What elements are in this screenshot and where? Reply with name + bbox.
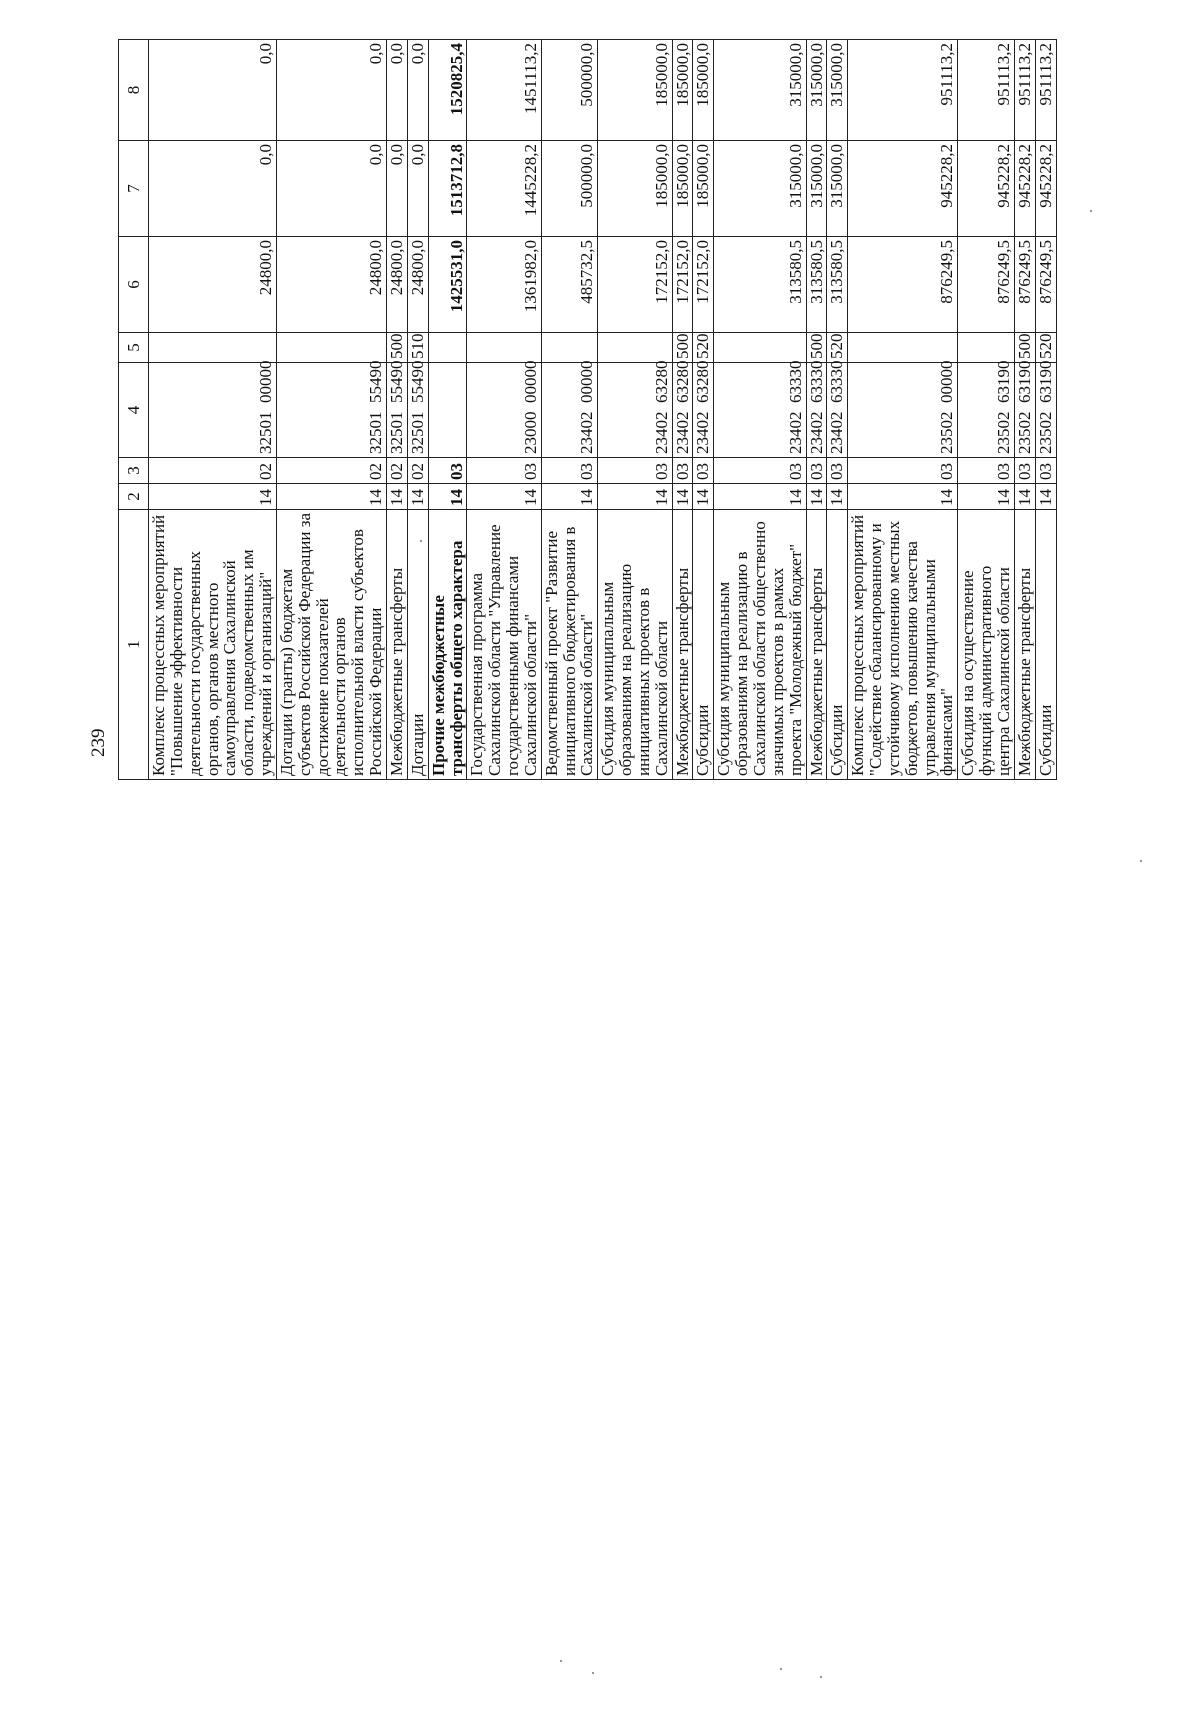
row-value-col7: 945228,2 [1014,141,1035,237]
scan-speck [560,1660,562,1662]
row-value-col8: 500000,0 [541,40,598,141]
row-name: Дотации [407,510,428,780]
scan-speck [1140,860,1142,862]
row-name: Комплекс процессных мероприятий "Повышение эффективности деятельности государственных органов, органов местного самоуправления Сахалинской области, подведомственных им учреждений и организаций" [149,510,277,780]
row-value-col6: 1425531,0 [428,237,467,333]
row-section: 14 [428,484,467,510]
row-value-col6: 24800,0 [276,237,386,333]
row-name: Субсидия муниципальным образованиям на реализацию в Сахалинской области общественно значимых проектов в рамках проекта "Молодежный бюджет" [714,510,806,780]
row-target-code: 32501 55490 [386,363,407,458]
row-expense-type [714,333,806,363]
table-row [428,40,467,780]
row-target-code: 23502 63190 [958,363,1015,458]
row-subsection: 02 [149,458,277,484]
row-name: Межбюджетные трансферты [672,510,693,780]
row-name: Прочие межбюджетные трансферты общего характера [428,510,467,780]
row-value-col6: 876249,5 [1035,237,1056,333]
row-value-col6: 1361982,0 [467,237,541,333]
row-value-col7: 315000,0 [806,141,827,237]
row-value-col7: 315000,0 [827,141,848,237]
row-value-col6: 876249,5 [1014,237,1035,333]
budget-table [118,39,1057,780]
row-section: 14 [276,484,386,510]
row-subsection: 02 [407,458,428,484]
col-header-4: 4 [119,363,149,458]
row-value-col7: 945228,2 [958,141,1015,237]
row-name: Межбюджетные трансферты [386,510,407,780]
row-section: 14 [958,484,1015,510]
row-subsection: 03 [806,458,827,484]
row-subsection: 03 [848,458,958,484]
table-row [827,40,848,780]
row-expense-type [428,333,467,363]
row-value-col8: 0,0 [386,40,407,141]
row-subsection: 03 [428,458,467,484]
scan-speck [420,540,422,542]
rotated-table-wrapper [118,40,1055,780]
row-value-col8: 315000,0 [806,40,827,141]
scan-speck [592,1672,594,1674]
row-name: Государственная программа Сахалинской области "Управление государственными финансами Сахалинской области" [467,510,541,780]
row-expense-type: 500 [672,333,693,363]
row-target-code: 23502 63190 [1035,363,1056,458]
row-expense-type [149,333,277,363]
row-expense-type: 500 [386,333,407,363]
scan-speck [780,1668,782,1670]
row-section: 14 [672,484,693,510]
row-value-col7: 945228,2 [848,141,958,237]
row-subsection: 03 [693,458,714,484]
table-row [386,40,407,780]
row-value-col6: 24800,0 [407,237,428,333]
row-value-col8: 1520825,4 [428,40,467,141]
row-value-col7: 945228,2 [1035,141,1056,237]
col-header-8: 8 [119,40,149,141]
row-section: 14 [1014,484,1035,510]
row-subsection: 03 [958,458,1015,484]
row-value-col8: 0,0 [149,40,277,141]
row-name: Субсидии [1035,510,1056,780]
row-value-col8: 0,0 [276,40,386,141]
row-name: Комплекс процессных мероприятий "Содействие сбалансированному и устойчивому исполнению местных бюджетов, повышению качества управления муниципальными финансами" [848,510,958,780]
row-section: 14 [693,484,714,510]
row-value-col7: 315000,0 [714,141,806,237]
row-value-col7: 0,0 [149,141,277,237]
row-subsection: 03 [467,458,541,484]
row-expense-type [276,333,386,363]
row-target-code: 23402 63280 [672,363,693,458]
row-subsection: 03 [1014,458,1035,484]
row-name: Субсидия на осуществление функций административного центра Сахалинской области [958,510,1015,780]
row-name: Межбюджетные трансферты [806,510,827,780]
row-value-col7: 185000,0 [598,141,672,237]
table-row [276,40,386,780]
row-value-col6: 485732,5 [541,237,598,333]
row-value-col8: 951113,2 [1035,40,1056,141]
row-expense-type [467,333,541,363]
row-value-col8: 185000,0 [672,40,693,141]
row-subsection: 03 [714,458,806,484]
row-section: 14 [407,484,428,510]
row-value-col6: 313580,5 [714,237,806,333]
row-section: 14 [827,484,848,510]
row-target-code: 23502 00000 [848,363,958,458]
row-value-col7: 1445228,2 [467,141,541,237]
row-subsection: 03 [541,458,598,484]
row-subsection: 02 [276,458,386,484]
row-name: Дотации (гранты) бюджетам субъектов Российской Федерации за достижение показателей деятельности органов исполнительной власти субъектов Российской Федерации [276,510,386,780]
row-name: Субсидии [693,510,714,780]
row-value-col6: 172152,0 [672,237,693,333]
row-value-col7: 1513712,8 [428,141,467,237]
row-expense-type: 520 [1035,333,1056,363]
table-row [467,40,541,780]
row-value-col8: 315000,0 [714,40,806,141]
row-target-code [428,363,467,458]
table-row [714,40,806,780]
col-header-7: 7 [119,141,149,237]
row-target-code: 32501 00000 [149,363,277,458]
row-target-code: 23402 63330 [827,363,848,458]
row-value-col7: 500000,0 [541,141,598,237]
row-subsection: 03 [598,458,672,484]
row-name: Межбюджетные трансферты [1014,510,1035,780]
row-expense-type [541,333,598,363]
table-row [693,40,714,780]
row-section: 14 [848,484,958,510]
table-row [672,40,693,780]
row-subsection: 03 [672,458,693,484]
row-target-code: 32501 55490 [407,363,428,458]
row-value-col6: 313580,5 [806,237,827,333]
row-expense-type: 500 [1014,333,1035,363]
row-target-code: 23402 00000 [541,363,598,458]
row-section: 14 [1035,484,1056,510]
row-value-col8: 1451113,2 [467,40,541,141]
table-row [541,40,598,780]
row-expense-type: 520 [693,333,714,363]
row-value-col6: 172152,0 [693,237,714,333]
table-row [1035,40,1056,780]
row-target-code: 23402 63330 [714,363,806,458]
col-header-5: 5 [119,333,149,363]
row-value-col8: 185000,0 [598,40,672,141]
row-value-col7: 0,0 [386,141,407,237]
row-name: Ведомственный проект "Развитие инициативного бюджетирования в Сахалинской области" [541,510,598,780]
row-value-col6: 24800,0 [149,237,277,333]
row-expense-type [848,333,958,363]
row-section: 14 [598,484,672,510]
row-value-col7: 185000,0 [693,141,714,237]
row-value-col7: 0,0 [407,141,428,237]
row-value-col7: 185000,0 [672,141,693,237]
col-header-2: 2 [119,484,149,510]
table-row [149,40,277,780]
scan-speck [820,1676,822,1678]
table-row [958,40,1015,780]
row-value-col6: 172152,0 [598,237,672,333]
row-section: 14 [806,484,827,510]
row-section: 14 [467,484,541,510]
row-section: 14 [714,484,806,510]
row-value-col8: 0,0 [407,40,428,141]
row-expense-type: 520 [827,333,848,363]
row-name: Субсидии [827,510,848,780]
row-subsection: 03 [1035,458,1056,484]
row-target-code: 23402 63330 [806,363,827,458]
row-value-col8: 951113,2 [1014,40,1035,141]
table-row [848,40,958,780]
scan-speck [1090,210,1092,212]
row-section: 14 [149,484,277,510]
row-target-code: 23502 63190 [1014,363,1035,458]
row-value-col8: 185000,0 [693,40,714,141]
row-target-code: 23402 63280 [598,363,672,458]
row-expense-type [598,333,672,363]
row-value-col6: 876249,5 [958,237,1015,333]
table-row [806,40,827,780]
col-header-3: 3 [119,458,149,484]
row-value-col6: 24800,0 [386,237,407,333]
row-subsection: 02 [386,458,407,484]
col-header-6: 6 [119,237,149,333]
row-value-col7: 0,0 [276,141,386,237]
row-expense-type [958,333,1015,363]
row-name: Субсидия муниципальным образованиям на реализацию инициативных проектов в Сахалинской области [598,510,672,780]
row-target-code: 32501 55490 [276,363,386,458]
row-target-code: 23402 63280 [693,363,714,458]
row-target-code: 23000 00000 [467,363,541,458]
table-row [407,40,428,780]
row-expense-type: 510 [407,333,428,363]
row-value-col8: 951113,2 [848,40,958,141]
table-row [598,40,672,780]
row-subsection: 03 [827,458,848,484]
row-expense-type: 500 [806,333,827,363]
row-value-col6: 876249,5 [848,237,958,333]
row-value-col8: 951113,2 [958,40,1015,141]
row-value-col8: 315000,0 [827,40,848,141]
row-section: 14 [541,484,598,510]
table-row [1014,40,1035,780]
col-header-1: 1 [119,510,149,780]
page-number: 239 [88,728,109,757]
row-value-col6: 313580,5 [827,237,848,333]
row-section: 14 [386,484,407,510]
header-row [119,40,149,780]
